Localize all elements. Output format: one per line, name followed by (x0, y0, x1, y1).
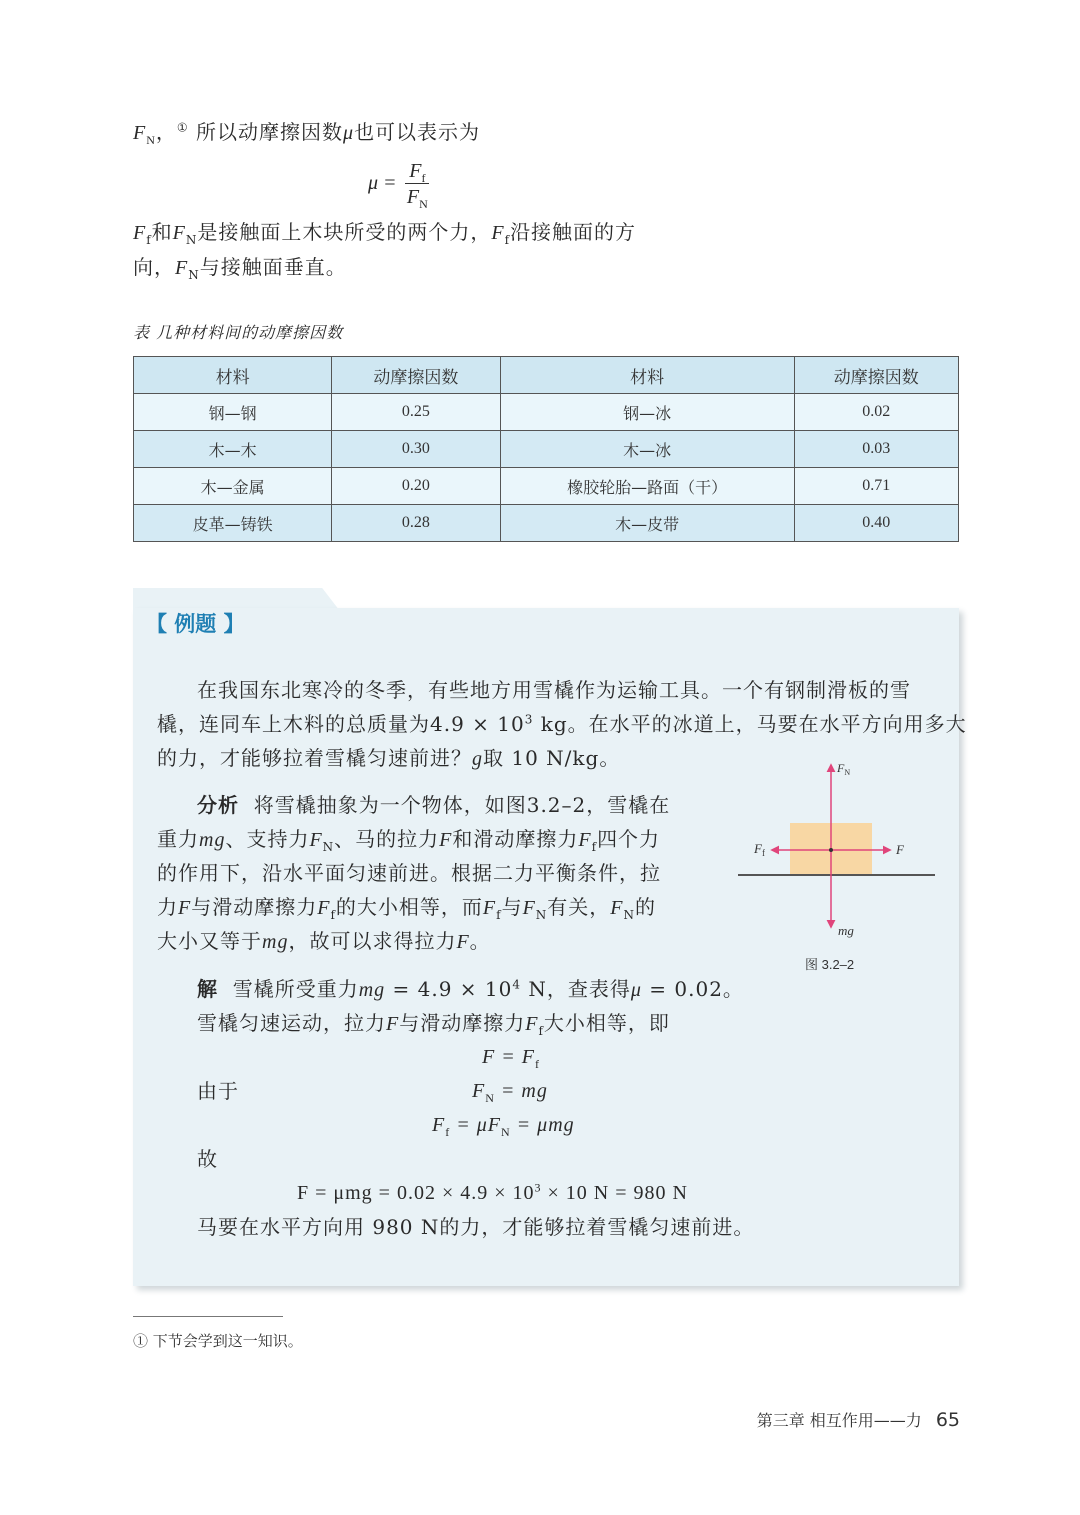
mu-formula: μ = $\frac{F_f}{F_N}$ (368, 160, 428, 211)
equation-4: $F = \mu mg = 0.02 \times 4.9 \times 10^3 \times 10$ N = 980 N (297, 1180, 688, 1204)
conclusion: 马要在水平方向用 980 N的力，才能够拉着雪橇匀速前进。 (197, 1215, 755, 1239)
header-coef-1: 动摩擦因数 (332, 357, 500, 394)
table-caption: 表 几种材料间的动摩擦因数 (133, 323, 344, 342)
table-cell: 0.03 (794, 431, 958, 468)
analysis-line-3: 的作用下，沿水平面匀速前进。根据二力平衡条件，拉 (157, 861, 661, 885)
page-number: 65 (935, 1409, 960, 1431)
header-coef-2: 动摩擦因数 (794, 357, 958, 394)
example-p3: 的力，才能够拉着雪橇匀速前进？g取 10 N/kg。 (157, 746, 621, 770)
example-p1: 在我国东北寒冷的冬季，有些地方用雪橇作为运输工具。一个有钢制滑板的雪 (197, 678, 911, 702)
table-row (134, 468, 959, 505)
solution-line-2: 雪橇匀速运动，拉力F与滑动摩擦力$F_f$大小相等，即 (197, 1011, 670, 1038)
table-cell: 木—冰 (500, 431, 794, 468)
page-footer (757, 1408, 960, 1431)
force-diagram (730, 755, 945, 980)
solution-label: 解 (197, 977, 218, 1001)
footnote: ① 下节会学到这一知识。 (133, 1332, 303, 1350)
table-cell: 0.28 (332, 505, 500, 542)
table-cell: 0.02 (794, 394, 958, 431)
analysis-label: 分析 (197, 793, 239, 817)
because-label: 由于 (197, 1079, 239, 1103)
table-row (134, 431, 959, 468)
example-p2: 橇，连同车上木料的总质量为$4.9 \times 10^3$ kg。在水平的冰道上，马要在水平方向用多大 (157, 712, 967, 736)
analysis-line-4: 力F与滑动摩擦力$F_f$的大小相等，而$F_f$与$F_N$有关，$F_N$的 (157, 895, 656, 922)
table-cell: 钢—钢 (134, 394, 332, 431)
table-cell: 0.20 (332, 468, 500, 505)
intro-line-4: 向，$F_N$与接触面垂直。 (133, 255, 347, 282)
analysis-line-2: 重力mg、支持力$F_N$、马的拉力F和滑动摩擦力$F_f$四个力 (157, 827, 661, 854)
header-material-1: 材料 (134, 357, 332, 394)
table-cell: 木—皮带 (500, 505, 794, 542)
equation-3: $F_f = \mu F_N = \mu mg$ (432, 1114, 575, 1139)
intro-line-1: $F_N$，① 所以动摩擦因数μ也可以表示为 (133, 120, 481, 147)
table-cell: 钢—冰 (500, 394, 794, 431)
table-header-row (134, 357, 959, 394)
header-material-2: 材料 (500, 357, 794, 394)
footnote-divider (133, 1316, 283, 1317)
table-cell: 0.40 (794, 505, 958, 542)
table-cell: 木—木 (134, 431, 332, 468)
example-title: 【 例题 】 (146, 612, 245, 636)
equation-1: $F = F_f$ (482, 1046, 540, 1071)
label-f: F (896, 842, 904, 857)
analysis-line-5: 大小又等于mg，故可以求得拉力F。 (157, 929, 491, 953)
table-cell: 皮革—铸铁 (134, 505, 332, 542)
chapter-title: 第三章 相互作用——力 (756, 1411, 922, 1430)
table-row (134, 394, 959, 431)
friction-table (133, 356, 959, 542)
label-ff: $F_f$ (754, 841, 765, 858)
therefore-label: 故 (197, 1147, 218, 1171)
label-fn: $F_N$ (837, 761, 851, 777)
table-row (134, 505, 959, 542)
table-cell: 0.71 (794, 468, 958, 505)
figure-caption: 图 3.2–2 (805, 957, 855, 972)
equation-2: $F_N$ = mg (472, 1080, 548, 1105)
table-cell: 0.30 (332, 431, 500, 468)
intro-line-3: $F_f$和$F_N$是接触面上木块所受的两个力，$F_f$沿接触面的方 (133, 220, 637, 247)
table-cell: 0.25 (332, 394, 500, 431)
table-cell: 木—金属 (134, 468, 332, 505)
solution-line-1: 解 雪橇所受重力mg = $4.9 \times 10^4$ N，查表得μ = 0.02。 (197, 977, 744, 1001)
table-cell: 橡胶轮胎—路面（干） (500, 468, 794, 505)
label-mg: mg (838, 923, 854, 938)
analysis-line-1: 分析 将雪橇抽象为一个物体，如图3.2–2，雪橇在 (197, 793, 671, 817)
